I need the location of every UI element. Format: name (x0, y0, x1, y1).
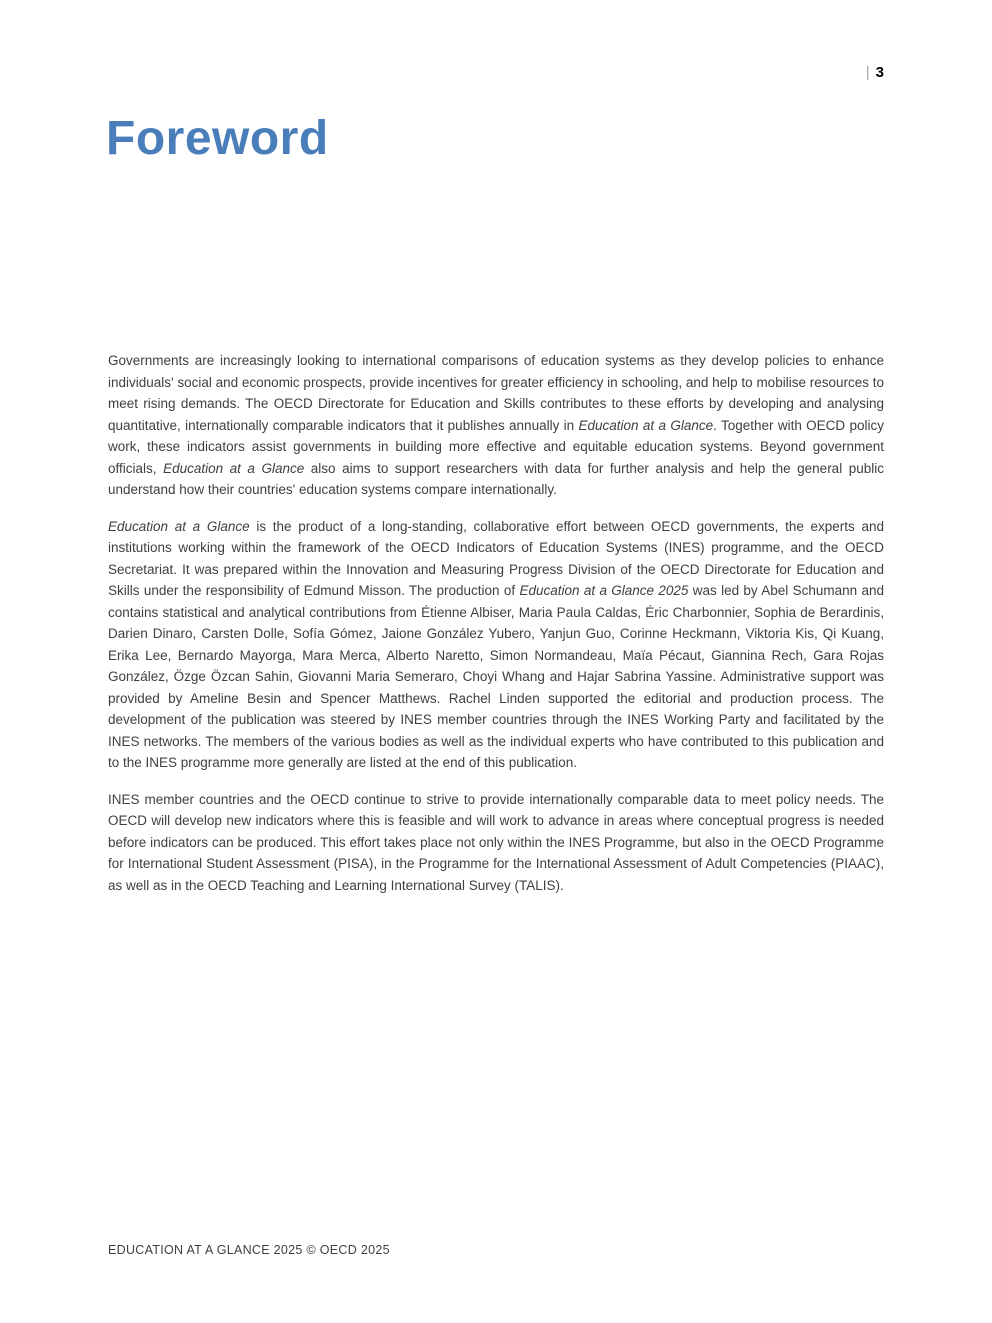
paragraph (108, 350, 884, 501)
italic-text: Education at a Glance 2025 (519, 583, 689, 598)
page-number: 3 (875, 64, 884, 81)
italic-text: Education at a Glance (163, 460, 305, 476)
page-header (866, 62, 884, 84)
page-title: Foreword (106, 112, 329, 165)
text-segment: is the product of a long-standing, collaborative effort between OECD governments, the experts and institutions working within the framework of the OECD Indicators of Education Systems (INES) programme, and the OECD Secretariat. It was prepared within the Innovation and Measuring Progress Division of the OECD Directorate for Education and Skills under the responsibility of Edmund Misson. The production of (108, 518, 885, 598)
paragraph (108, 789, 884, 897)
text-segment: was led by Abel Schumann and contains statistical and analytical contributions from Étienne Albiser, Maria Paula Caldas, Éric Charbonnier, Sophia de Berardinis, Darien Dinaro, Carsten Dolle, Sofía Gómez, Jaione González Yubero, Yanjun Guo, Corinne Heckmann, Viktoria Kis, Qi Kuang, Erika Lee, Bernardo Mayorga, Mara Merca, Alberto Naretto, Simon Normandeau, Maïa Pécaut, Giannina Rech, Gara Rojas González, Özge Özcan Sahin, Giovanni Maria Semeraro, Choyi Whang and Hajar Sabrina Yassine. Administrative support was provided by Ameline Besin and Spencer Matthews. Rachel Linden supported the editorial and production process. The development of the publication was steered by INES member countries through the INES Working Party and facilitated by the INES networks. The members of the various bodies as well as the individual experts who have contributed to this publication and to the INES programme more generally are listed at the end of this publication. (108, 583, 885, 770)
italic-text: Education at a Glance (108, 518, 250, 534)
text-segment: also aims to support researchers with data for further analysis and help the general public understand how their countries' education systems compare internationally. (108, 460, 884, 497)
foreword-body (108, 350, 884, 911)
text-segment: INES member countries and the OECD continue to strive to provide internationally comparable data to meet policy needs. The OECD will develop new indicators where this is feasible and will work to advance in areas where conceptual progress is needed before indicators can be produced. This effort takes place not only within the INES Programme, but also in the OECD Programme for International Student Assessment (PISA), in the Programme for the International Assessment of Adult Competencies (PIAAC), as well as in the OECD Teaching and Learning International Survey (TALIS). (108, 791, 884, 893)
header-separator: | (865, 64, 870, 81)
text-segment: Governments are increasingly looking to international comparisons of education systems as they develop policies to enhance individuals' social and economic prospects, provide incentives for greater efficiency in schooling, and help to mobilise resources to meet rising demands. The OECD Directorate for Education and Skills contributes to these efforts by developing and analysing quantitative, internationally comparable indicators that it publishes annually in (108, 353, 884, 433)
text-segment: . Together with OECD policy work, these indicators assist governments in building more effective and equitable education systems. Beyond government officials, (108, 417, 885, 476)
paragraph (108, 516, 884, 774)
italic-text: Education at a Glance (578, 417, 714, 433)
page-footer (108, 1242, 390, 1258)
footer-text: EDUCATION AT A GLANCE 2025 © OECD 2025 (108, 1243, 390, 1257)
